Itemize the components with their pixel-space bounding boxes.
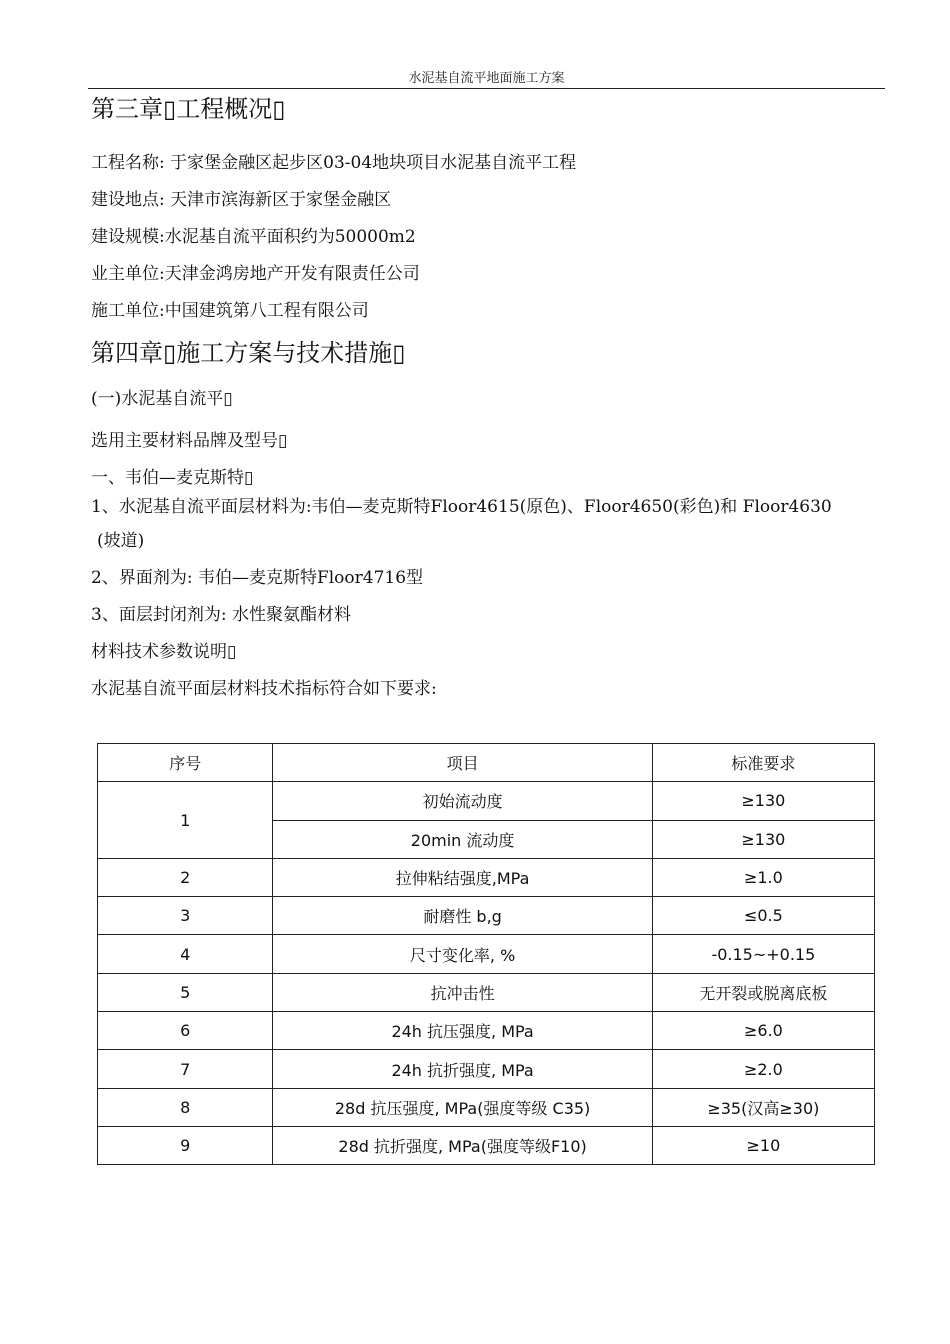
- table-row: [98, 1126, 875, 1164]
- row-no: 5: [98, 973, 273, 1011]
- brand-heading: 一、韦伯—麦克斯特▯: [91, 468, 254, 488]
- header-requirement: 标准要求: [652, 744, 874, 782]
- row-requirement: ≥2.0: [652, 1050, 874, 1088]
- row-requirement: ≥10: [652, 1126, 874, 1164]
- document-body: [91, 92, 891, 700]
- subsection-heading: (一)水泥基自流平▯: [91, 389, 233, 409]
- row-item: 耐磨性 b,g: [273, 897, 652, 935]
- row-no: 3: [98, 897, 273, 935]
- row-item: 初始流动度: [273, 782, 652, 820]
- row-requirement: ≥35(汉高≥30): [652, 1088, 874, 1126]
- header-item: 项目: [273, 744, 652, 782]
- row-no: 6: [98, 1012, 273, 1050]
- table-row: [98, 935, 875, 973]
- material-item-3: 3、面层封闭剂为: 水性聚氨酯材料: [91, 605, 351, 625]
- row-no: 1: [98, 782, 273, 859]
- row-no: 2: [98, 858, 273, 896]
- running-header-title: 水泥基自流平地面施工方案: [408, 71, 565, 86]
- materials-heading: 选用主要材料品牌及型号▯: [91, 431, 288, 451]
- table-row: [98, 1050, 875, 1088]
- row-no: 7: [98, 1050, 273, 1088]
- row-item: 24h 抗压强度, MPa: [273, 1012, 652, 1050]
- row-requirement: 无开裂或脱离底板: [652, 973, 874, 1011]
- row-item: 24h 抗折强度, MPa: [273, 1050, 652, 1088]
- row-item: 尺寸变化率, %: [273, 935, 652, 973]
- row-item: 抗冲击性: [273, 973, 652, 1011]
- row-item: 拉伸粘结强度,MPa: [273, 858, 652, 896]
- params-heading: 材料技术参数说明▯: [91, 642, 237, 662]
- spec-table: [97, 743, 875, 1165]
- table-row: [98, 1088, 875, 1126]
- row-no: 4: [98, 935, 273, 973]
- material-item-1-line-1: 1、水泥基自流平面层材料为:韦伯—麦克斯特Floor4615(原色)、Floor4650(彩色)和 Floor4630: [91, 497, 832, 517]
- table-row: [98, 782, 875, 820]
- row-item: 28d 抗折强度, MPa(强度等级F10): [273, 1126, 652, 1164]
- owner-unit-line: 业主单位:天津金鸿房地产开发有限责任公司: [91, 264, 420, 284]
- row-requirement: -0.15~+0.15: [652, 935, 874, 973]
- row-no: 9: [98, 1126, 273, 1164]
- header-no: 序号: [98, 744, 273, 782]
- site-location-line: 建设地点: 天津市滨海新区于家堡金融区: [91, 190, 392, 210]
- row-requirement: ≥130: [652, 782, 874, 820]
- table-row: [98, 897, 875, 935]
- material-item-2: 2、界面剂为: 韦伯—麦克斯特Floor4716型: [91, 568, 424, 588]
- table-row: [98, 1012, 875, 1050]
- row-no: 8: [98, 1088, 273, 1126]
- header-rule: [88, 88, 885, 89]
- row-requirement: ≤0.5: [652, 897, 874, 935]
- table-row: [98, 973, 875, 1011]
- row-item: 28d 抗压强度, MPa(强度等级 C35): [273, 1088, 652, 1126]
- row-requirement: ≥6.0: [652, 1012, 874, 1050]
- chapter3-title: 第三章▯工程概况▯: [91, 95, 286, 123]
- contractor-unit-line: 施工单位:中国建筑第八工程有限公司: [91, 301, 369, 321]
- chapter4-title: 第四章▯施工方案与技术措施▯: [91, 339, 406, 367]
- construction-scale-line: 建设规模:水泥基自流平面积约为50000m2: [91, 227, 416, 247]
- table-intro: 水泥基自流平面层材料技术指标符合如下要求:: [91, 679, 437, 699]
- table-row: [98, 858, 875, 896]
- row-requirement: ≥130: [652, 820, 874, 858]
- material-item-1-line-2: (坡道): [97, 531, 145, 551]
- project-name-line: 工程名称: 于家堡金融区起步区03-04地块项目水泥基自流平工程: [91, 153, 577, 173]
- table-header-row: [98, 744, 875, 782]
- row-item: 20min 流动度: [273, 820, 652, 858]
- row-requirement: ≥1.0: [652, 858, 874, 896]
